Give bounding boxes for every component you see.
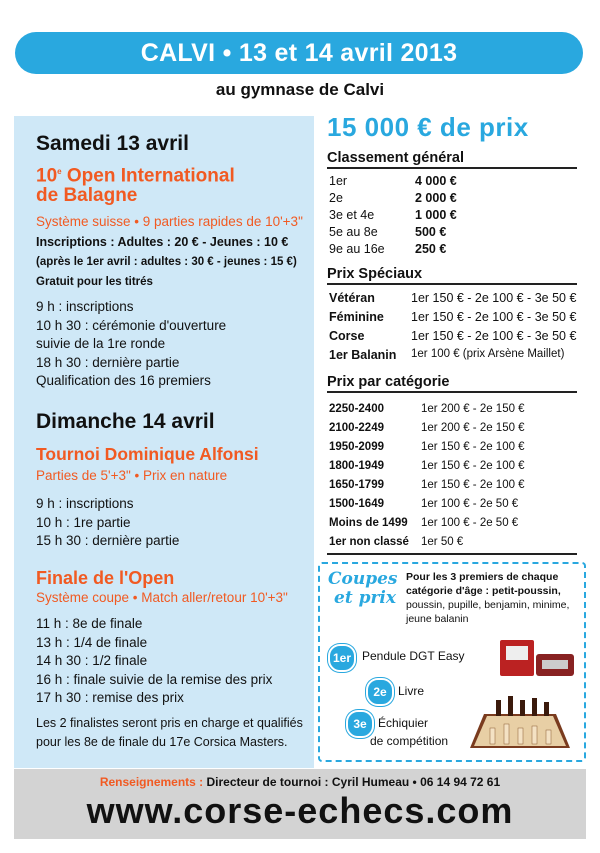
general-row: 9e au 16e 250 €: [329, 242, 447, 256]
schedule-line: 15 h 30 : dernière partie: [36, 533, 180, 549]
category-row: 2100-2249 1er 200 € - 2e 150 €: [329, 422, 525, 434]
category-row: 1er non classé 1er 50 €: [329, 536, 464, 548]
rank-badge: 1er: [328, 644, 356, 672]
category-row: 1950-2099 1er 150 € - 2e 100 €: [329, 441, 525, 453]
prize-label: Échiquier: [378, 716, 429, 730]
saturday-registration-late: (après le 1er avril : adultes : 30 € - jeunes : 15 €): [36, 256, 297, 268]
saturday-event: 10e Open International: [36, 165, 235, 187]
category-row: Moins de 1499 1er 100 € - 2e 50 €: [329, 517, 519, 529]
saturday-free: Gratuit pour les titrés: [36, 276, 153, 288]
coupes-title: Coupes et prix: [328, 569, 398, 608]
total-prize: 15 000 € de prix: [327, 112, 529, 142]
finale-heading: Finale de l'Open: [36, 568, 175, 588]
general-heading: Classement général: [327, 150, 577, 169]
schedule-line: 17 h 30 : remise des prix: [36, 690, 184, 706]
special-heading: Prix Spéciaux: [327, 266, 577, 285]
schedule-line: 14 h 30 : 1/2 finale: [36, 653, 148, 669]
schedule-line: 13 h : 1/4 de finale: [36, 634, 148, 650]
venue: au gymnase de Calvi: [215, 80, 385, 99]
general-row: 2e 2 000 €: [329, 191, 457, 205]
saturday-system: Système suisse • 9 parties rapides de 10'+3": [36, 214, 303, 229]
special-row: Féminine 1er 150 € - 2e 100 € - 3e 50 €: [329, 310, 577, 324]
schedule-line: 11 h : 8e de finale: [36, 616, 143, 631]
finale-note: Les 2 finalistes seront pris en charge et qualifiés: [36, 716, 303, 730]
prize-label-line2: de compétition: [370, 734, 449, 748]
category-heading: Prix par catégorie: [327, 374, 577, 393]
page-title: CALVI • 13 et 14 avril 2013: [140, 39, 458, 67]
contact-info: Renseignements : Directeur de tournoi : Cyril Humeau • 06 14 94 72 61: [99, 775, 501, 789]
category-row: 1650-1799 1er 150 € - 2e 100 €: [329, 479, 525, 491]
saturday-event-line2: de Balagne: [36, 185, 138, 206]
saturday-registration: Inscriptions : Adultes : 20 € - Jeunes : 10 €: [36, 235, 289, 249]
general-row: 3e et 4e 1 000 €: [329, 208, 457, 222]
sunday-system: Parties de 5'+3" • Prix en nature: [36, 468, 228, 483]
schedule-line: 10 h 30 : cérémonie d'ouverture: [36, 317, 227, 333]
header-banner: [15, 32, 583, 74]
category-row: 1500-1649 1er 100 € - 2e 50 €: [329, 498, 519, 510]
prize-label: Livre: [398, 684, 425, 698]
rank-badge: 3e: [346, 710, 374, 738]
special-row: Vétéran 1er 150 € - 2e 100 € - 3e 50 €: [329, 291, 577, 305]
schedule-line: 9 h : inscriptions: [36, 496, 134, 511]
general-row: 5e au 8e 500 €: [329, 225, 447, 239]
coupes-text: Pour les 3 premiers de chaque catégorie d'âge : petit-poussin, poussin, pupille, benjamin, minime, jeune balanin: [406, 571, 570, 625]
website-link[interactable]: www.corse-echecs.com: [86, 790, 514, 831]
category-row: 1800-1949 1er 150 € - 2e 100 €: [329, 460, 525, 472]
finale-schedule: [36, 615, 272, 708]
general-row: 1er 4 000 €: [329, 174, 457, 188]
saturday-heading: Samedi 13 avril: [36, 132, 189, 155]
schedule-line: suivie de la 1re ronde: [36, 336, 166, 352]
sunday-heading: Dimanche 14 avril: [36, 410, 215, 433]
coupes-box: [318, 562, 586, 762]
chess-clock-icon: [496, 634, 576, 682]
schedule-line: 9 h : inscriptions: [36, 299, 134, 314]
saturday-schedule: [36, 298, 226, 391]
chessboard-icon: [460, 694, 580, 752]
sunday-schedule: [36, 495, 179, 551]
rank-badge: 2e: [366, 678, 394, 706]
finale-note-2: pour les 8e de finale du 17e Corsica Masters.: [36, 735, 288, 749]
divider: [327, 553, 577, 555]
prize-label: Pendule DGT Easy: [362, 649, 465, 663]
sunday-event: Tournoi Dominique Alfonsi: [36, 444, 259, 464]
schedule-line: Qualification des 16 premiers: [36, 373, 211, 389]
schedule-line: 18 h 30 : dernière partie: [36, 354, 180, 370]
finale-system: Système coupe • Match aller/retour 10'+3": [36, 590, 288, 605]
special-row: Corse 1er 150 € - 2e 100 € - 3e 50 €: [329, 329, 577, 343]
schedule-line: 16 h : finale suivie de la remise des prix: [36, 671, 273, 687]
category-row: 2250-2400 1er 200 € - 2e 150 €: [329, 403, 525, 415]
schedule-line: 10 h : 1re partie: [36, 514, 131, 530]
special-row: 1er Balanin 1er 100 € (prix Arsène Maillet): [329, 348, 565, 362]
